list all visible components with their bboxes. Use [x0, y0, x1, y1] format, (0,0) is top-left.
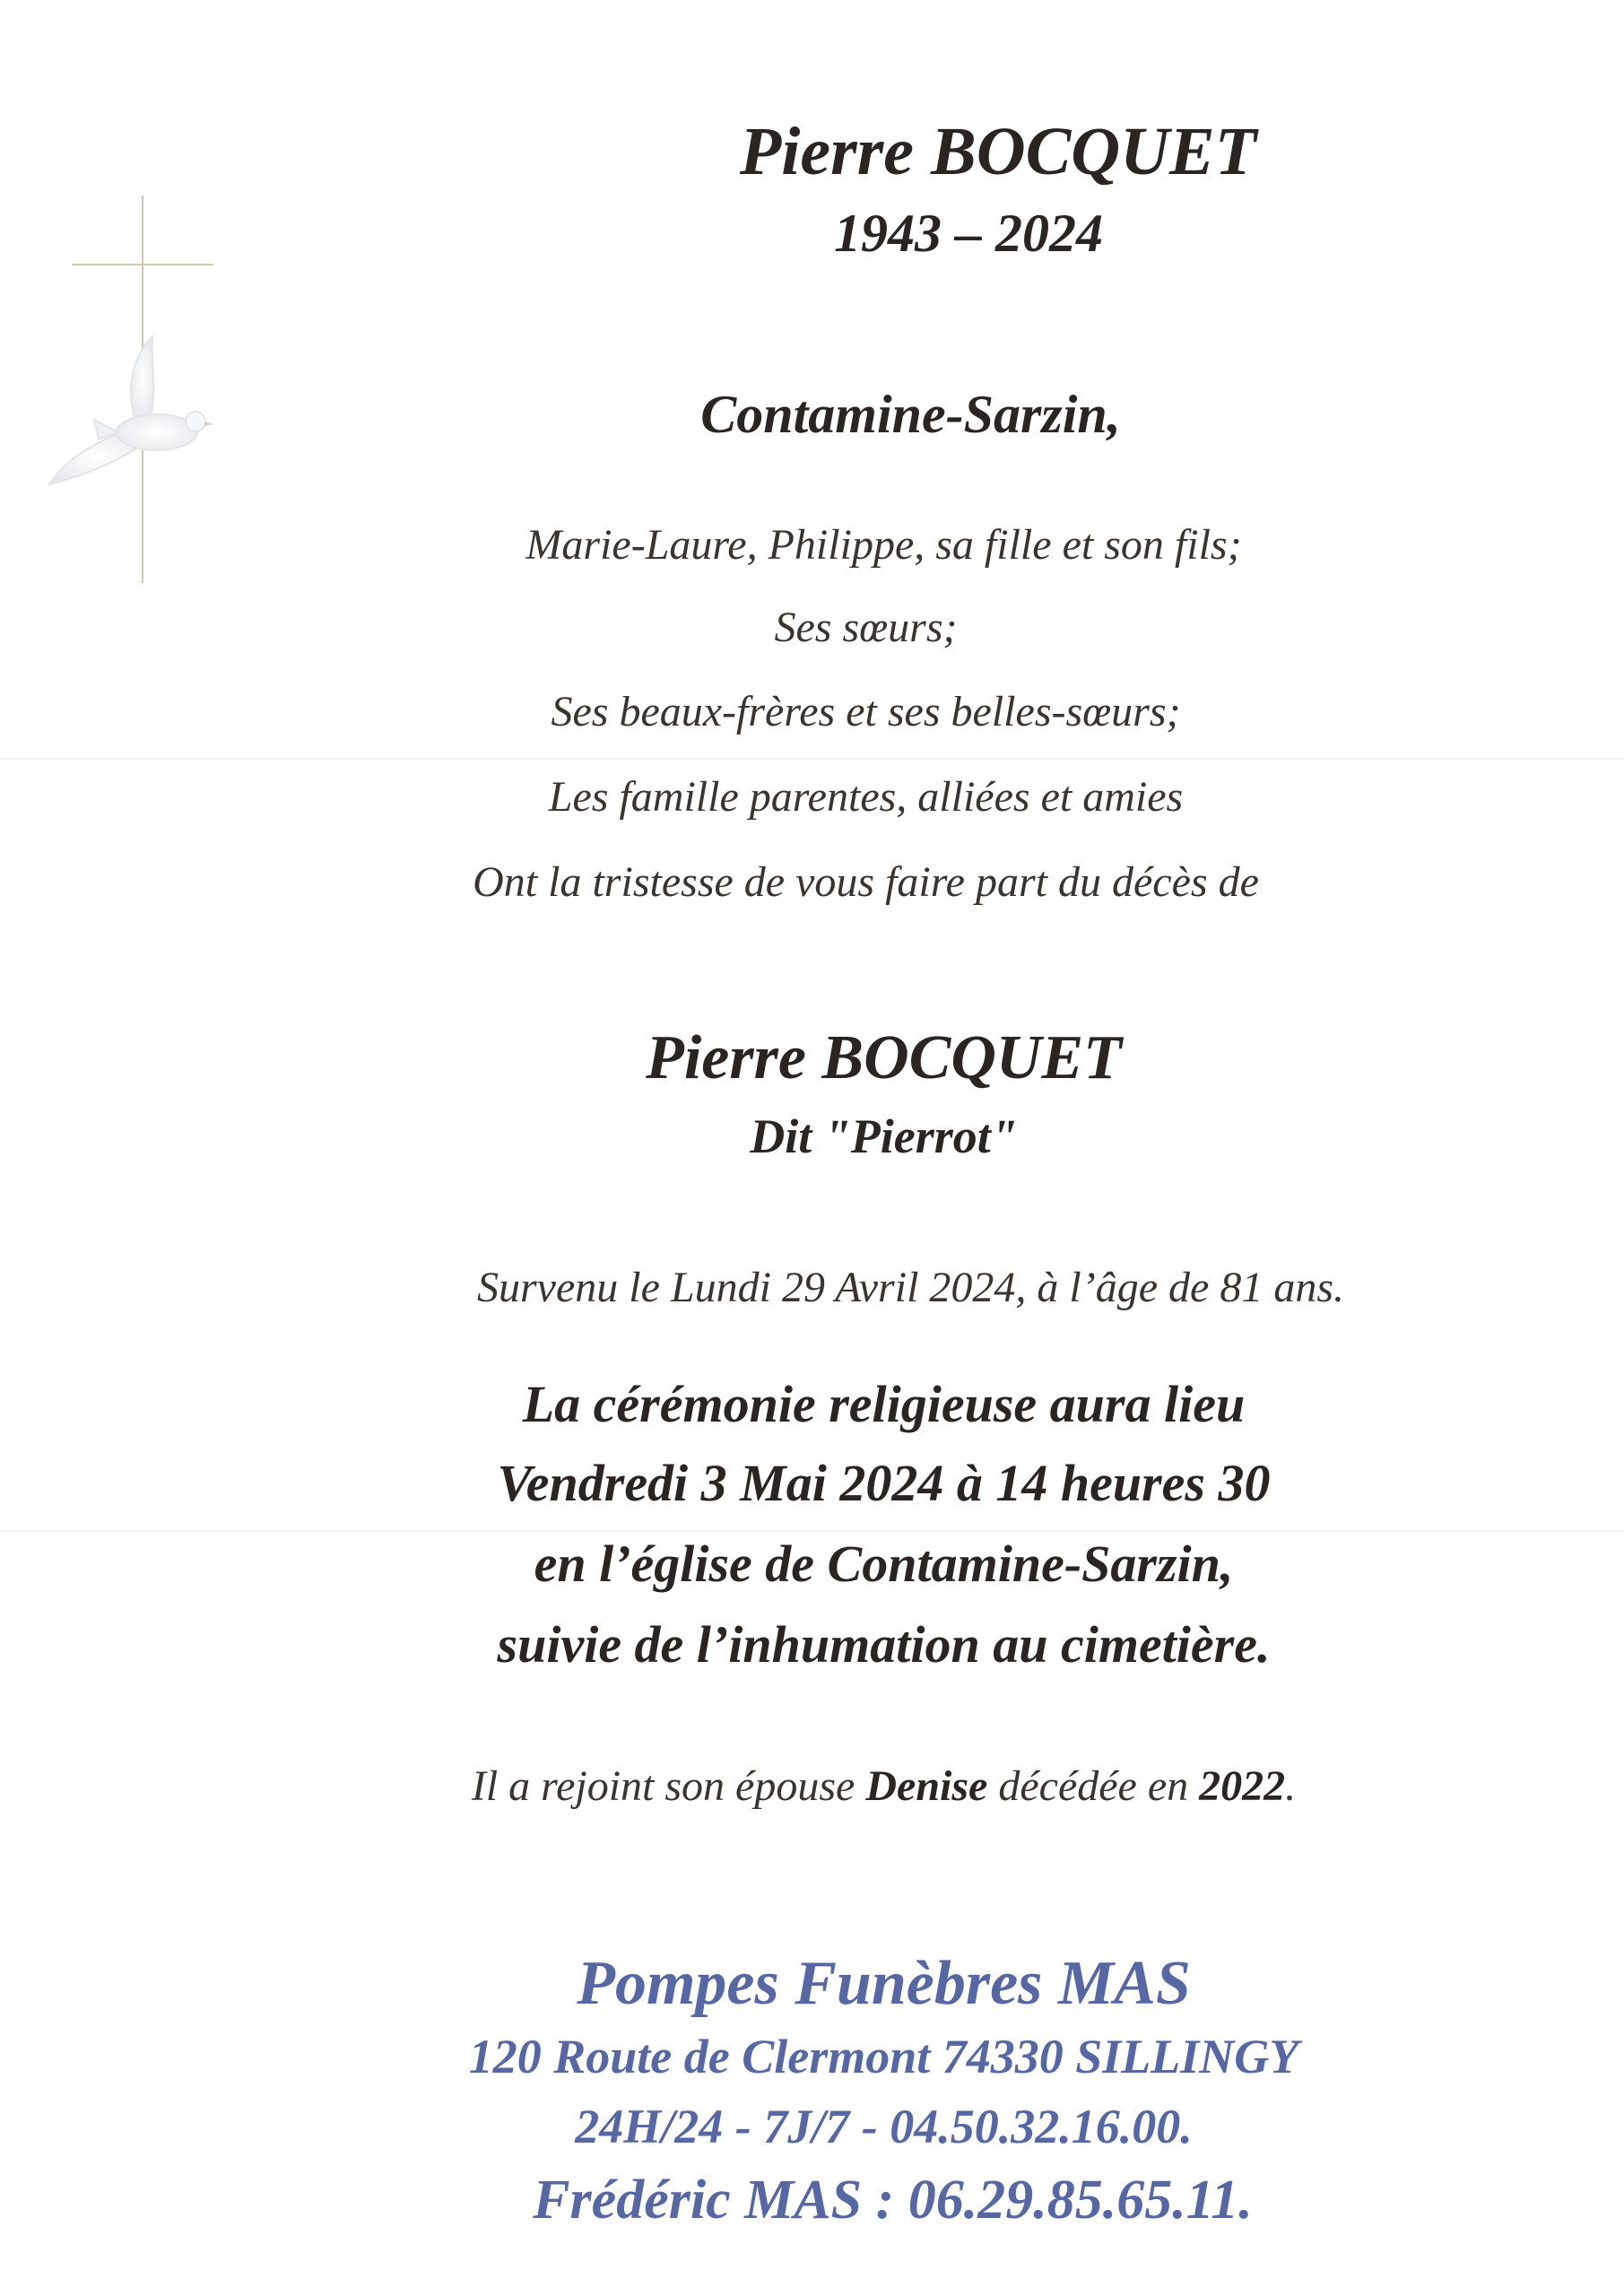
spouse-line-middle: décédée en — [987, 1762, 1200, 1810]
header-name: Pierre BOCQUET — [739, 114, 1257, 189]
cross-icon — [72, 264, 213, 265]
ceremony-line: en l’église de Contamine-Sarzin, — [534, 1535, 1234, 1593]
funeral-home-contact: Frédéric MAS : 06.29.85.65.11. — [533, 2170, 1253, 2231]
scan-fold-line — [0, 758, 1624, 760]
family-line: Ont la tristesse de vous faire part du décès de — [473, 858, 1259, 906]
family-line: Ses beaux-frères et ses belles-sœurs; — [551, 688, 1181, 735]
funeral-home-hours: 24H/24 - 7J/7 - 04.50.32.16.00. — [575, 2100, 1193, 2153]
funeral-home-address: 120 Route de Clermont 74330 SILLINGY — [468, 2030, 1299, 2083]
village-name: Contamine-Sarzin, — [700, 385, 1121, 444]
deceased-nickname: Dit "Pierrot" — [750, 1109, 1018, 1163]
family-line: Ses sœurs; — [774, 604, 958, 651]
family-line: Marie-Laure, Philippe, sa fille et son fils; — [525, 521, 1242, 569]
spouse-name: Denise — [865, 1762, 988, 1810]
funeral-home-name: Pompes Funèbres MAS — [577, 1949, 1191, 2018]
spouse-death-year: 2022 — [1199, 1762, 1286, 1810]
scan-fold-line — [0, 1530, 1624, 1532]
ceremony-line: La cérémonie religieuse aura lieu — [522, 1375, 1246, 1433]
header-years: 1943 – 2024 — [834, 204, 1103, 263]
death-date-line: Survenu le Lundi 29 Avril 2024, à l’âge de 81 ans. — [476, 1264, 1345, 1311]
deceased-name: Pierre BOCQUET — [646, 1023, 1122, 1092]
spouse-line — [72, 1761, 1624, 1811]
spouse-line-prefix: Il a rejoint son épouse — [471, 1762, 866, 1810]
ceremony-line: Vendredi 3 Mai 2024 à 14 heures 30 — [497, 1454, 1271, 1512]
spouse-line-suffix: . — [1285, 1762, 1297, 1810]
family-line: Les famille parentes, alliées et amies — [548, 773, 1184, 821]
ceremony-line: suivie de l’inhumation au cimetière. — [497, 1615, 1271, 1674]
